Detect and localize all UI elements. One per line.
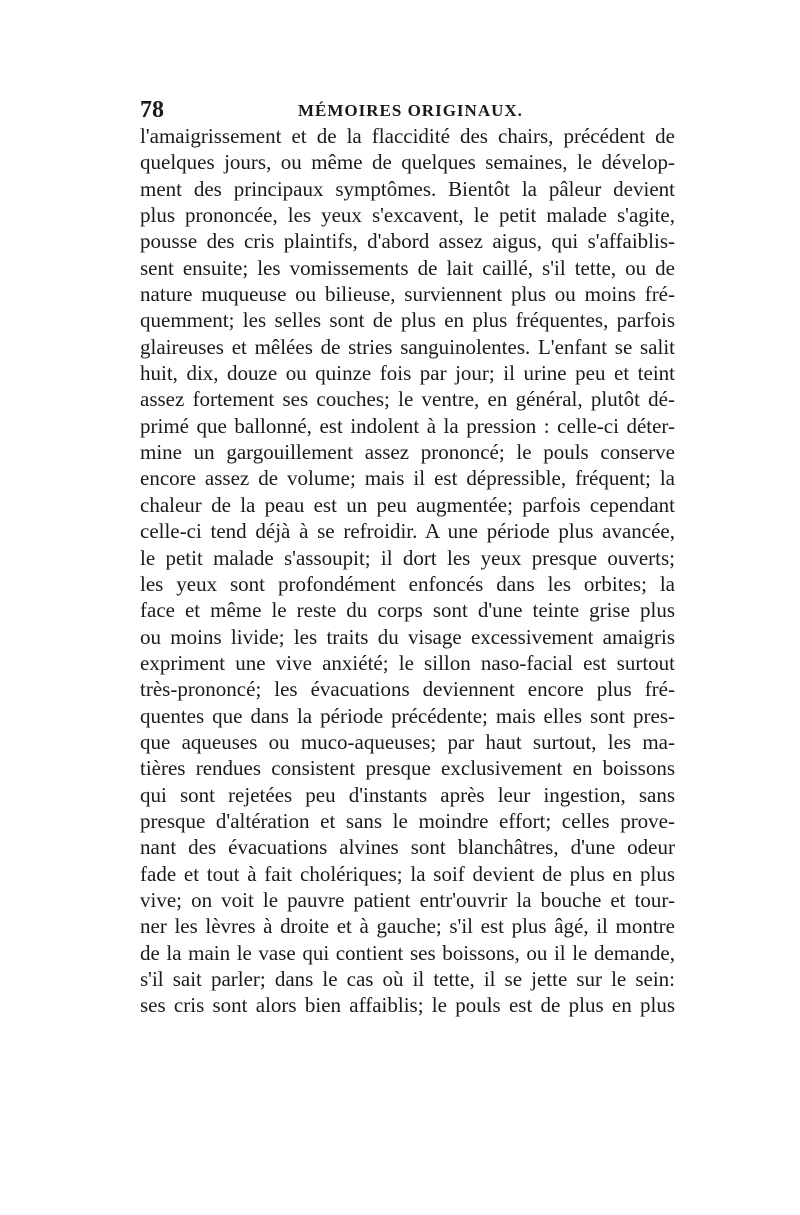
text-line: ner les lèvres à droite et à gauche; s'il est plus âgé, il montre — [140, 914, 675, 939]
text-line: nant des évacuations alvines sont blanchâtres, d'une odeur — [140, 835, 675, 860]
text-line: vive; on voit le pauvre patient entr'ouvrir la bouche et tour- — [140, 887, 675, 912]
text-line: le petit malade s'assoupit; il dort les yeux presque ouverts; — [140, 545, 675, 570]
text-line: expriment une vive anxiété; le sillon naso-facial est surtout — [140, 650, 675, 675]
text-line: encore assez de volume; mais il est dépressible, fréquent; la — [140, 466, 675, 491]
text-line: glaireuses et mêlées de stries sanguinolentes. L'enfant se salit — [140, 334, 675, 359]
text-line: quentes que dans la période précédente; mais elles sont pres- — [140, 703, 675, 728]
text-line: presque d'altération et sans le moindre effort; celles prove- — [140, 808, 675, 833]
text-line: quemment; les selles sont de plus en plus fréquentes, parfois — [140, 308, 675, 333]
text-line: ses cris sont alors bien affaiblis; le pouls est de plus en plus — [140, 993, 675, 1018]
text-line: pousse des cris plaintifs, d'abord assez aigus, qui s'affaiblis- — [140, 229, 675, 254]
text-line: face et même le reste du corps sont d'une teinte grise plus — [140, 598, 675, 623]
text-line: tières rendues consistent presque exclusivement en boissons — [140, 756, 675, 781]
text-line: quelques jours, ou même de quelques semaines, le dévelop- — [140, 150, 675, 175]
text-line: sent ensuite; les vomissements de lait caillé, s'il tette, ou de — [140, 255, 675, 280]
text-line: assez fortement ses couches; le ventre, en général, plutôt dé- — [140, 387, 675, 412]
text-line: nature muqueuse ou bilieuse, surviennent plus ou moins fré- — [140, 282, 675, 307]
text-line: qui sont rejetées peu d'instants après leur ingestion, sans — [140, 782, 675, 807]
text-line: très-prononcé; les évacuations deviennent encore plus fré- — [140, 677, 675, 702]
text-line: de la main le vase qui contient ses boissons, ou il le demande, — [140, 940, 675, 965]
text-line: mine un gargouillement assez prononcé; le pouls conserve — [140, 440, 675, 465]
body-text — [140, 123, 675, 1019]
running-title: MÉMOIRES ORIGINAUX. — [298, 101, 523, 120]
text-line: primé que ballonné, est indolent à la pression : celle-ci déter- — [140, 413, 675, 438]
text-line: s'il sait parler; dans le cas où il tette, il se jette sur le sein: — [140, 967, 675, 991]
page-number: 78 — [140, 97, 164, 123]
text-line: celle-ci tend déjà à se refroidir. A une période plus avancée, — [140, 519, 675, 544]
text-line: les yeux sont profondément enfoncés dans les orbites; la — [140, 571, 675, 596]
text-line: fade et tout à fait cholériques; la soif devient de plus en plus — [140, 861, 675, 886]
text-line: huit, dix, douze ou quinze fois par jour; il urine peu et teint — [140, 361, 675, 386]
text-line: que aqueuses ou muco-aqueuses; par haut surtout, les ma- — [140, 729, 675, 754]
running-header — [140, 95, 675, 125]
text-line: ou moins livide; les traits du visage excessivement amaigris — [140, 624, 675, 649]
text-line: chaleur de la peau est un peu augmentée; parfois cependant — [140, 492, 675, 517]
text-line: l'amaigrissement et de la flaccidité des chairs, précédent de — [140, 124, 675, 148]
text-line: plus prononcée, les yeux s'excavent, le petit malade s'agite, — [140, 203, 675, 228]
text-line: ment des principaux symptômes. Bientôt la pâleur devient — [140, 176, 675, 201]
